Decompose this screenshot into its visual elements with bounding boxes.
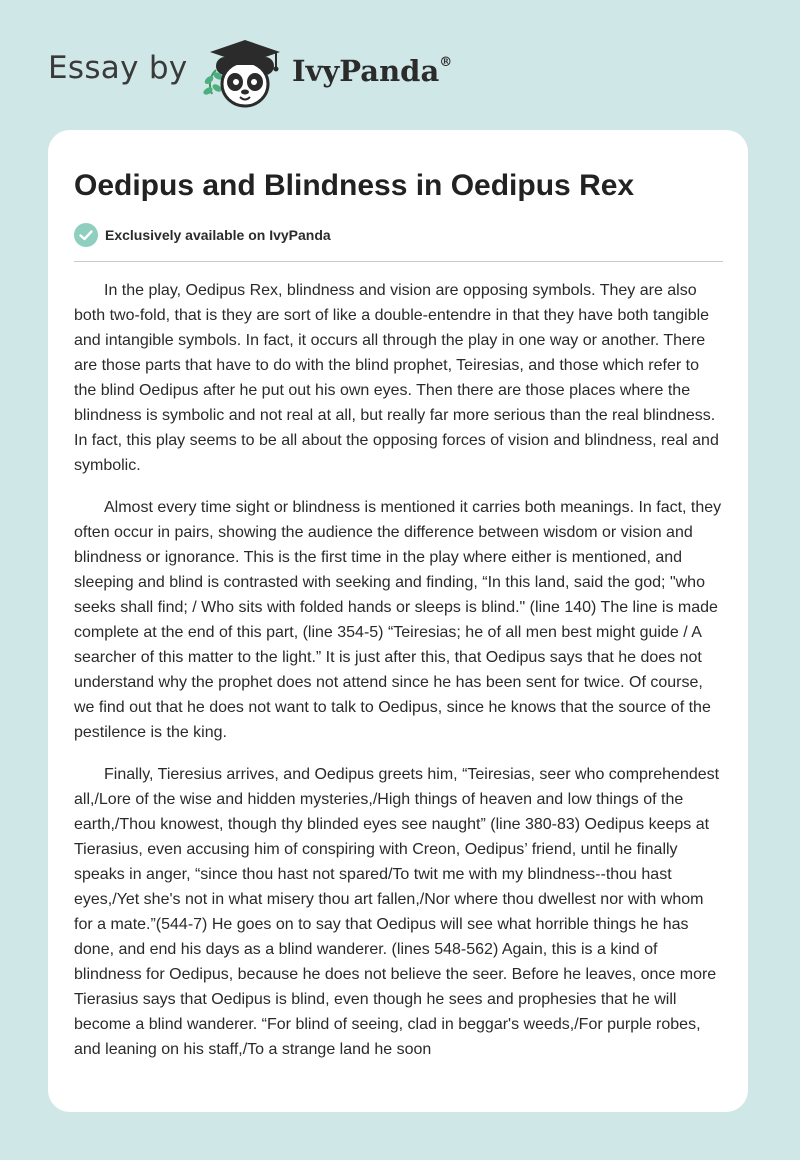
- essay-card: [48, 130, 748, 1112]
- essay-by-label: Essay by: [48, 50, 188, 86]
- page-title: Oedipus and Blindness in Oedipus Rex: [74, 169, 635, 202]
- registered-mark: ®: [439, 55, 453, 71]
- exclusive-badge: [74, 223, 331, 247]
- paragraph: Finally, Tieresius arrives, and Oedipus greets him, “Teiresias, seer who comprehendest all,/Lore of the wise and hidden mysteries,/High things of heaven and low things of the earth,/Thou knowest, though thy blinded eyes see naught” (line 380-83) Oedipus keeps at Tierasius, even accusing him of conspiring with Creon, Oedipus’ friend, until he finally speaks in anger, “since thou hast not spared/To twit me with my blindness--thou hast eyes,/Yet she's not in what misery thou art fallen,/Nor where thou dwellest nor with whom for a mate.”(544-7) He goes on to say that Oedipus will see what horrible things he has done, and end his days as a blind wanderer. (lines 548-562) Again, this is a kind of blindness for Oedipus, because he does not believe the seer. Before he leaves, once more Tierasius says that Oedipus is blind, even though he sees and prophesies that he will become a blind wanderer. “For blind of seeing, clad in beggar's weeds,/For purple robes, and leaning on his staff,/To a strange land he soon: [74, 766, 720, 1058]
- paragraph: Almost every time sight or blindness is mentioned it carries both meanings. In fact, they often occur in pairs, showing the audience the difference between wisdom or vision and blindness or ignorance. This is the first time in the play where either is mentioned, and sleeping and blind is contrasted with seeking and finding, “In this land, said the god; "who seeks shall find; / Who sits with folded hands or sleeps is blind." (line 140) The line is made complete at the end of this part, (line 354-5) “Teiresias; he of all men best might guide / A searcher of this matter to the light.” It is just after this, that Oedipus says that he does not understand why the prophet does not attend since he has been sent for twice. Of course, we find out that he does not want to talk to Oedipus, since he knows that the source of the pestilence is the king.: [74, 499, 722, 741]
- check-circle-icon: [74, 223, 98, 247]
- brand-name[interactable]: [292, 54, 452, 88]
- site-header: [0, 0, 800, 130]
- paragraph: In the play, Oedipus Rex, blindness and vision are opposing symbols. They are also both two-fold, that is they are sort of like a double-entendre in that they have both tangible and intangible symbols. In fact, it occurs all through the play in one way or another. There are those parts that have to do with the blind prophet, Teiresias, and those which refer to the blind Oedipus after he put out his own eyes. Then there are those places where the blindness is symbolic and not real at all, but really far more serious than the real blindness. In fact, this play seems to be all about the opposing forces of vision and blindness, real and symbolic.: [74, 282, 719, 474]
- panda-graduate-icon[interactable]: [198, 36, 284, 112]
- essay-body: [74, 278, 725, 1079]
- brand-text: IvyPanda: [292, 54, 440, 88]
- divider: [74, 261, 723, 262]
- badge-text: Exclusively available on IvyPanda: [105, 227, 331, 243]
